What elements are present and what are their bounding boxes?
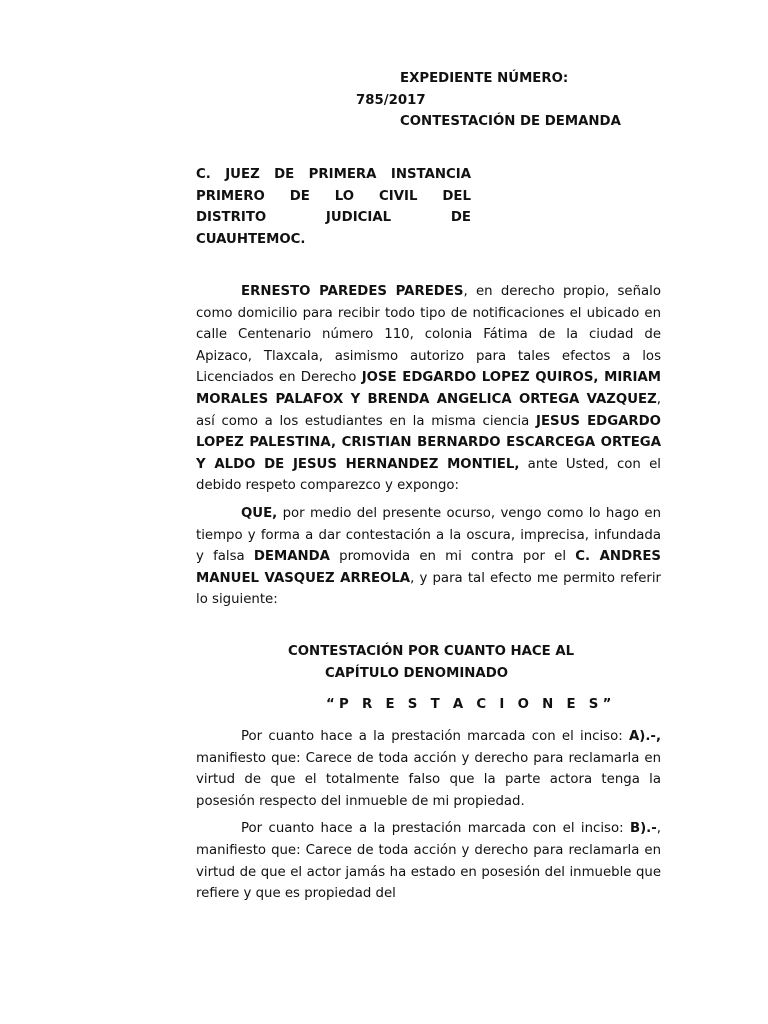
item-b-label: B).- — [629, 821, 657, 837]
document-type: CONTESTACIÓN DE DEMANDA — [400, 114, 621, 129]
addressee-line: DISTRITO JUDICIAL DE — [196, 210, 471, 225]
expediente-label: EXPEDIENTE NÚMERO: — [400, 71, 569, 86]
addressee-line: CUAUHTEMOC. — [196, 231, 306, 247]
section-title-line2: CAPÍTULO DENOMINADO — [325, 666, 509, 681]
addressee-line: C. JUEZ DE PRIMERA INSTANCIA — [196, 167, 471, 182]
authorized-lawyers: JOSE EDGARDO LOPEZ QUIROS, MIRIAM MORALES PALAFOX Y BRENDA ANGELICA ORTEGA VAZQUEZ — [196, 370, 661, 407]
items-block — [196, 726, 661, 905]
authorized-students: JESUS EDGARDO LOPEZ PALESTINA, CRISTIAN BERNARDO ESCARCEGA ORTEGA Y ALDO DE JESUS HERNANDEZ MONTIEL, — [196, 413, 661, 472]
item-a-paragraph: Por cuanto hace a la prestación marcada con el inciso: A).-, manifiesto que: Carece de toda acción y derecho para reclamarla en virtud de que el totalmente falso que la parte actora tenga la posesión respecto del inmueble de mi propiedad. — [196, 729, 661, 809]
promovente-name: ERNESTO PAREDES PAREDES — [241, 284, 464, 299]
addressee-line: PRIMERO DE LO CIVIL DEL — [196, 188, 471, 204]
que-paragraph: QUE, por medio del presente ocurso, vengo como lo hago en tiempo y forma a dar contestación a la oscura, imprecisa, infundada y falsa DEMANDA promovida en mi contra por el C. ANDRES MANUEL VASQUEZ ARREOLA, y para tal efecto me permito referir lo siguiente: — [196, 505, 661, 608]
item-b-paragraph: Por cuanto hace a la prestación marcada con el inciso: B).-, manifiesto que: Carece de toda acción y derecho para reclamarla en virtud de que el actor jamás ha estado en posesión del inmueble que refiere y que es propiedad del — [196, 821, 661, 902]
item-a-label: A).-, — [629, 729, 661, 744]
intro-paragraph-block — [196, 281, 661, 611]
demanda-word: DEMANDA — [253, 549, 330, 565]
plaintiff-name: C. ANDRES MANUEL VASQUEZ ARREOLA — [196, 549, 661, 586]
chapter-heading: “P R E S T A C I O N E S” — [326, 697, 616, 712]
intro-paragraph: ERNESTO PAREDES PAREDES, en derecho propio, señalo como domicilio para recibir todo tipo de notificaciones el ubicado en calle Centenario número 110, colonia Fátima de la ciudad de Apizaco, Tlaxcala, asimismo autorizo para tales efectos a los Licenciados en Derecho JOSE EDGARDO LOPEZ QUIROS, MIRIAM MORALES PALAFOX Y BRENDA ANGELICA ORTEGA VAZQUEZ, así como a los estudiantes en la misma ciencia JESUS EDGARDO LOPEZ PALESTINA, CRISTIAN BERNARDO ESCARCEGA ORTEGA Y ALDO DE JESUS HERNANDEZ MONTIEL, ante Usted, con el debido respeto comparezco y expongo: — [196, 284, 661, 494]
expediente-number: 785/2017 — [356, 93, 426, 108]
section-title-line1: CONTESTACIÓN POR CUANTO HACE AL — [288, 644, 575, 659]
addressee-block — [196, 164, 471, 250]
